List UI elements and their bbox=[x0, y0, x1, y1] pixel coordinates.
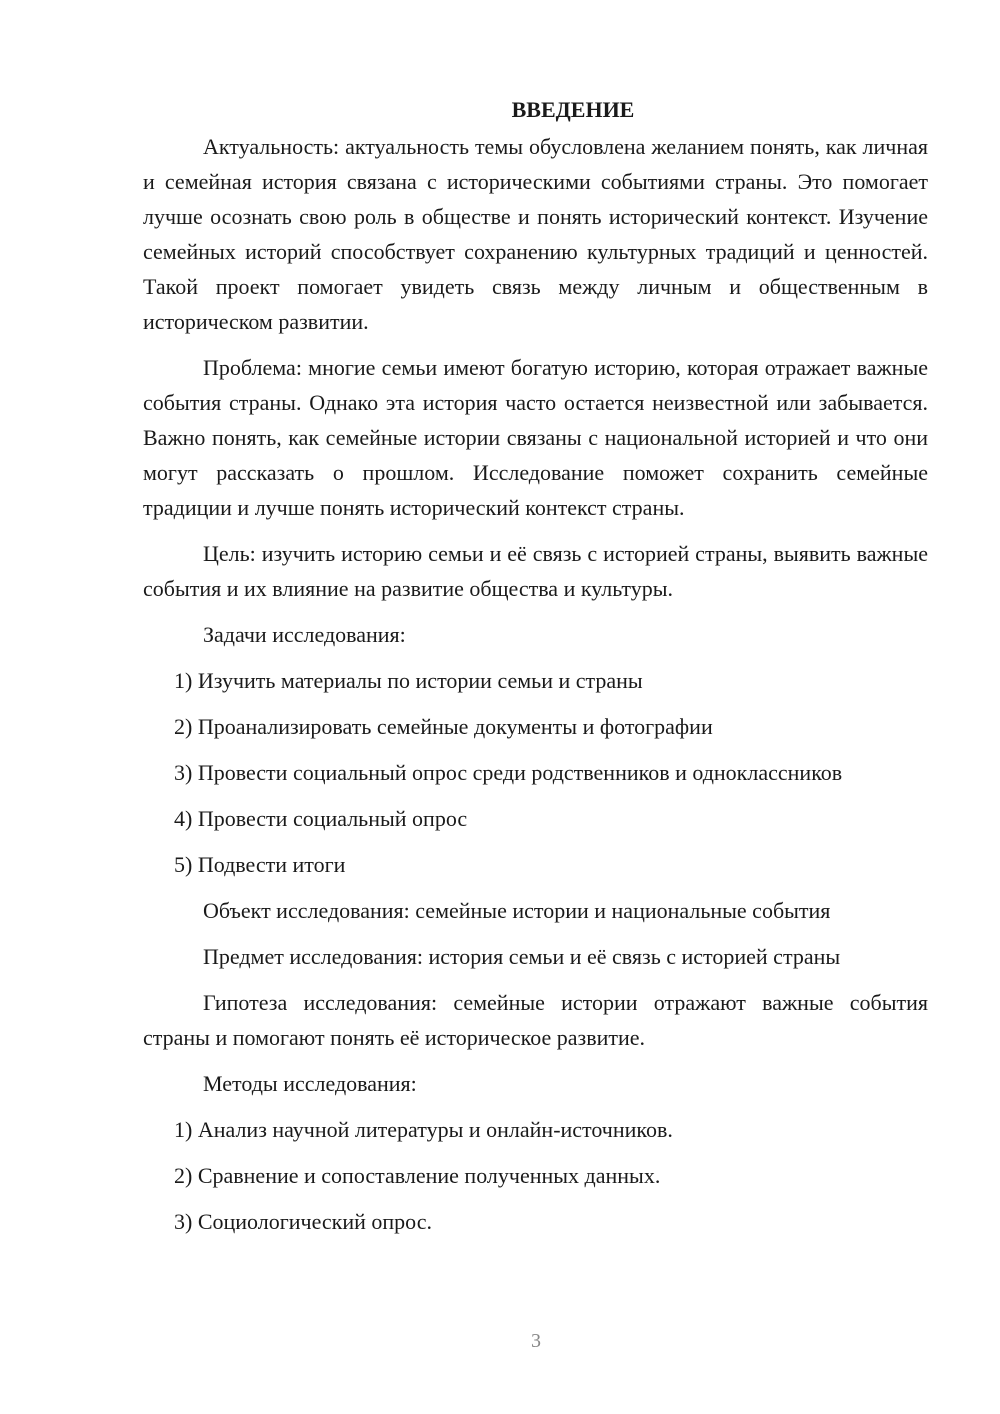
method-item: 1) Анализ научной литературы и онлайн-источников. bbox=[174, 1117, 673, 1142]
methods-heading: Методы исследования: bbox=[203, 1071, 417, 1096]
object-line: Объект исследования: семейные истории и национальные события bbox=[203, 898, 831, 923]
section-title: ВВЕДЕНИЕ bbox=[511, 97, 635, 122]
method-item: 2) Сравнение и сопоставление полученных данных. bbox=[174, 1163, 661, 1188]
relevance-paragraph: Актуальность: актуальность темы обусловлена желанием понять, как личная и семейная история связана с историческими событиями страны. Это помогает лучше осознать свою роль в обществе и понять исторический контекст. Изучение семейных историй способствует сохранению культурных традиций и ценностей. Такой проект помогает увидеть связь между личным и общественным в историческом развитии. bbox=[143, 134, 928, 334]
page-number: 3 bbox=[531, 1330, 541, 1352]
hypothesis-paragraph: Гипотеза исследования: семейные истории отражают важные события страны и помогают понять её историческое развитие. bbox=[143, 990, 928, 1050]
document-page bbox=[143, 92, 928, 1239]
problem-paragraph: Проблема: многие семьи имеют богатую историю, которая отражает важные события страны. Однако эта история часто остается неизвестной или забывается. Важно понять, как семейные истории связаны с национальной историей и что они могут рассказать о прошлом. Исследование поможет сохранить семейные традиции и лучше понять исторический контекст страны. bbox=[143, 355, 928, 520]
task-item: 2) Проанализировать семейные документы и фотографии bbox=[174, 714, 713, 739]
task-item: 3) Провести социальный опрос среди родственников и одноклассников bbox=[174, 760, 843, 785]
task-item: 1) Изучить материалы по истории семьи и страны bbox=[174, 668, 643, 693]
task-item: 5) Подвести итоги bbox=[174, 852, 346, 877]
tasks-heading: Задачи исследования: bbox=[203, 622, 406, 647]
subject-line: Предмет исследования: история семьи и её связь с историей страны bbox=[203, 944, 841, 969]
method-item: 3) Социологический опрос. bbox=[174, 1209, 432, 1234]
goal-paragraph: Цель: изучить историю семьи и её связь с историей страны, выявить важные события и их влияние на развитие общества и культуры. bbox=[143, 541, 928, 601]
task-item: 4) Провести социальный опрос bbox=[174, 806, 468, 831]
